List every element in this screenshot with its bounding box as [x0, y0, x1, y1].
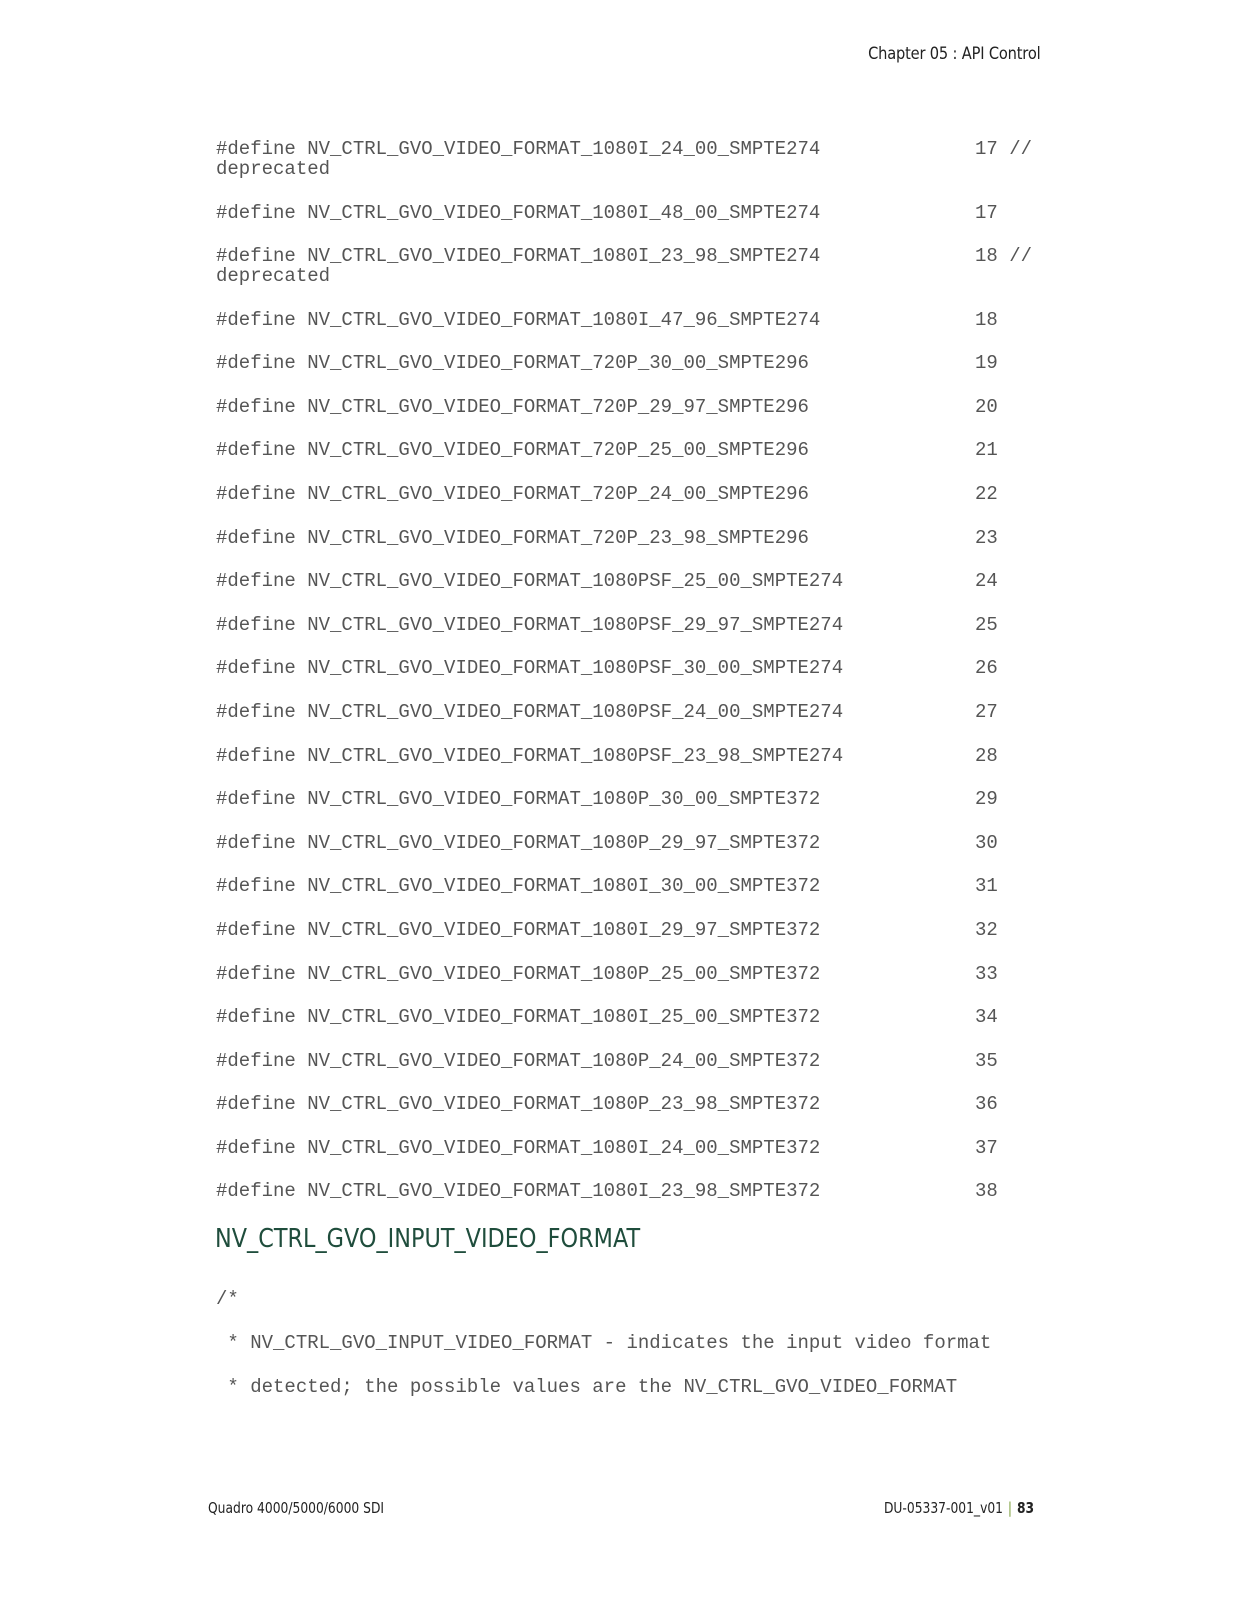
define-row: [216, 396, 1046, 440]
define-name: #define NV_CTRL_GVO_VIDEO_FORMAT_720P_23_98_SMPTE296: [216, 526, 809, 549]
define-name: #define NV_CTRL_GVO_VIDEO_FORMAT_1080P_23_98_SMPTE372: [216, 1093, 821, 1116]
define-name: #define NV_CTRL_GVO_VIDEO_FORMAT_1080PSF_24_00_SMPTE274: [216, 700, 844, 723]
define-row: [216, 614, 1046, 658]
define-value: 18: [975, 308, 998, 331]
define-row: [216, 832, 1046, 876]
define-row: [216, 245, 1046, 309]
define-value: 24: [975, 570, 998, 593]
define-name: #define NV_CTRL_GVO_VIDEO_FORMAT_1080PSF_30_00_SMPTE274: [216, 657, 844, 680]
define-name: #define NV_CTRL_GVO_VIDEO_FORMAT_720P_25_00_SMPTE296: [216, 439, 809, 462]
define-row: [216, 309, 1046, 353]
define-value: 37: [975, 1136, 998, 1159]
define-value: 28: [975, 744, 998, 767]
define-row: [216, 1006, 1046, 1050]
define-value: 27: [975, 700, 998, 723]
define-value: 25: [975, 613, 998, 636]
define-row: [216, 1137, 1046, 1181]
define-row: [216, 352, 1046, 396]
define-name: #define NV_CTRL_GVO_VIDEO_FORMAT_720P_29_97_SMPTE296: [216, 395, 809, 418]
define-value: 22: [975, 482, 998, 505]
define-value: 36: [975, 1093, 998, 1116]
define-row: [216, 138, 1046, 202]
define-row: [216, 657, 1046, 701]
define-name: #define NV_CTRL_GVO_VIDEO_FORMAT_1080PSF_25_00_SMPTE274: [216, 570, 844, 593]
define-row: [216, 875, 1046, 919]
define-name: #define NV_CTRL_GVO_VIDEO_FORMAT_1080P_29_97_SMPTE372: [216, 831, 821, 854]
comment-line: * detected; the possible values are the NV_CTRL_GVO_VIDEO_FORMAT: [216, 1376, 958, 1398]
define-name: #define NV_CTRL_GVO_VIDEO_FORMAT_1080PSF_29_97_SMPTE274: [216, 613, 844, 636]
define-value: 33: [975, 962, 998, 985]
define-value: 26: [975, 657, 998, 680]
define-name: #define NV_CTRL_GVO_VIDEO_FORMAT_1080I_24_00_SMPTE372: [216, 1136, 821, 1159]
define-name: #define NV_CTRL_GVO_VIDEO_FORMAT_720P_30_00_SMPTE296: [216, 352, 809, 375]
define-value: 38: [975, 1180, 998, 1203]
define-value: 18 //: [975, 245, 1033, 268]
define-name: #define NV_CTRL_GVO_VIDEO_FORMAT_1080I_23_98_SMPTE274: [216, 245, 821, 268]
define-name: #define NV_CTRL_GVO_VIDEO_FORMAT_1080P_30_00_SMPTE372: [216, 788, 821, 811]
define-value: 32: [975, 918, 998, 941]
define-name: #define NV_CTRL_GVO_VIDEO_FORMAT_1080I_48_00_SMPTE274: [216, 201, 821, 224]
define-name: #define NV_CTRL_GVO_VIDEO_FORMAT_1080I_30_00_SMPTE372: [216, 875, 821, 898]
page-number: 83: [1016, 1499, 1034, 1517]
define-row: [216, 1093, 1046, 1137]
footer-separator: |: [1007, 1499, 1012, 1517]
define-row: [216, 202, 1046, 246]
define-name: #define NV_CTRL_GVO_VIDEO_FORMAT_1080I_24_00_SMPTE274: [216, 138, 821, 160]
define-row: [216, 963, 1046, 1007]
define-name: #define NV_CTRL_GVO_VIDEO_FORMAT_1080PSF_23_98_SMPTE274: [216, 744, 844, 767]
define-row: [216, 701, 1046, 745]
define-value: 29: [975, 788, 998, 811]
define-name: #define NV_CTRL_GVO_VIDEO_FORMAT_1080I_23_98_SMPTE372: [216, 1180, 821, 1203]
section-title: NV_CTRL_GVO_INPUT_VIDEO_FORMAT: [215, 1224, 641, 1254]
define-row: [216, 1050, 1046, 1094]
define-value: 17 //: [975, 138, 1033, 160]
define-row: [216, 527, 1046, 571]
define-name: #define NV_CTRL_GVO_VIDEO_FORMAT_1080P_25_00_SMPTE372: [216, 962, 821, 985]
define-value: 31: [975, 875, 998, 898]
define-row: [216, 788, 1046, 832]
define-row: [216, 439, 1046, 483]
define-row: [216, 1180, 1046, 1224]
chapter-header: Chapter 05 : API Control: [867, 44, 1040, 64]
define-value: 30: [975, 831, 998, 854]
define-name: #define NV_CTRL_GVO_VIDEO_FORMAT_1080I_29_97_SMPTE372: [216, 918, 821, 941]
comment-line: * NV_CTRL_GVO_INPUT_VIDEO_FORMAT - indicates the input video format: [216, 1332, 992, 1354]
define-value: 35: [975, 1049, 998, 1072]
footer-doc-info: [884, 1499, 1034, 1517]
define-value: 19: [975, 352, 998, 375]
define-name: #define NV_CTRL_GVO_VIDEO_FORMAT_1080P_24_00_SMPTE372: [216, 1049, 821, 1072]
define-row: [216, 483, 1046, 527]
comment-line: /*: [216, 1288, 239, 1310]
define-value: 23: [975, 526, 998, 549]
define-name: #define NV_CTRL_GVO_VIDEO_FORMAT_1080I_47_96_SMPTE274: [216, 308, 821, 331]
define-row: [216, 919, 1046, 963]
footer-product: Quadro 4000/5000/6000 SDI: [208, 1499, 385, 1517]
define-value: 34: [975, 1006, 998, 1029]
define-row: [216, 570, 1046, 614]
define-value: 21: [975, 439, 998, 462]
define-continuation: deprecated: [216, 158, 331, 180]
footer-doc-id: DU-05337-001_v01: [883, 1499, 1003, 1517]
define-continuation: deprecated: [216, 265, 331, 288]
define-list: [216, 138, 1046, 1224]
define-value: 20: [975, 395, 998, 418]
define-value: 17: [975, 201, 998, 224]
code-comment: [216, 1288, 991, 1420]
define-name: #define NV_CTRL_GVO_VIDEO_FORMAT_720P_24_00_SMPTE296: [216, 482, 809, 505]
define-row: [216, 745, 1046, 789]
define-name: #define NV_CTRL_GVO_VIDEO_FORMAT_1080I_25_00_SMPTE372: [216, 1006, 821, 1029]
